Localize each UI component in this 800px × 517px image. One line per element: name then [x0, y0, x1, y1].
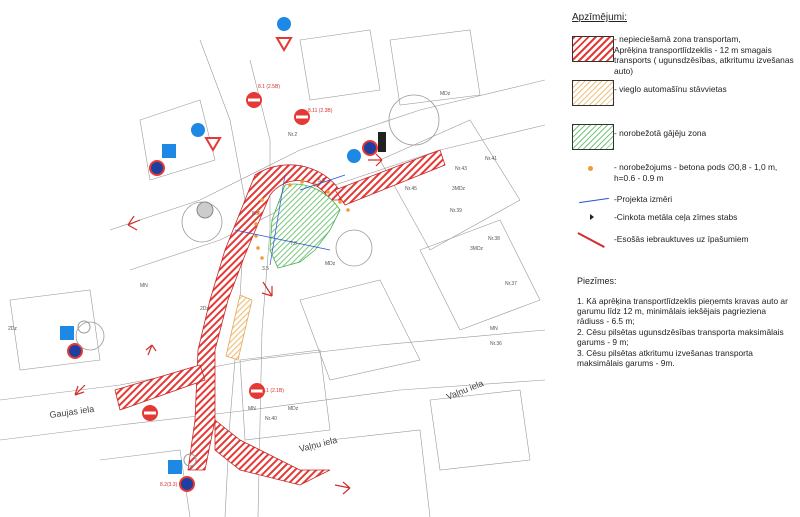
- note-item: 1. Kā aprēķina transportlīdzeklis pieņemts kravas auto ar garumu līdz 12 m, minimālais iekšējais pagrieziena rādiuss - 6.5 m;: [577, 296, 788, 326]
- house-number: Nr.37: [505, 281, 517, 287]
- house-number: Nr.40: [265, 416, 277, 422]
- street-label-gaujas: Gaujas iela: [48, 403, 95, 420]
- street-label-valnu-1: Vaļņu iela: [298, 434, 339, 454]
- legend-item-entrances: -Esošās iebrauktuves uz īpašumiem: [614, 234, 749, 244]
- house-number: Nr.41: [485, 156, 497, 162]
- dimension-label: 7.5: [290, 241, 297, 247]
- sign-code-label: 8.1 (2.5B): [258, 84, 280, 90]
- sign-code-label: 8.2(3.3): [160, 482, 178, 488]
- dimension-label: 3.5: [262, 266, 269, 272]
- building-label: MN: [248, 406, 256, 412]
- entrance-arrow-icon: [578, 232, 605, 247]
- house-number: Nr.38: [488, 236, 500, 242]
- building-label: MDz: [288, 406, 299, 412]
- legend-title: Apzīmējumi:: [572, 12, 628, 23]
- building-label: MDz: [440, 91, 451, 97]
- sign-code-label: 8.1 (2.1B): [262, 388, 284, 394]
- house-number: Nr.36: [490, 341, 502, 347]
- map-linework: [0, 30, 545, 517]
- legend-item-parking: - vieglo automašīnu stāvvietas: [614, 84, 727, 94]
- swatch-parking: [572, 80, 614, 106]
- swatch-transport-zone: [572, 36, 614, 62]
- building-label: MN: [490, 326, 498, 332]
- dimension-label: 8.5: [252, 211, 259, 217]
- swatch-pedestrian-zone: [572, 124, 614, 150]
- street-label-valnu-2: Vaļņu iela: [445, 378, 485, 402]
- note-item: 2. Cēsu pilsētas ugunsdzēsības transporta maksimālais garums - 9 m;: [577, 327, 784, 347]
- sign-code-label: 8.11 (2.3B): [308, 108, 333, 114]
- house-number: Nr.39: [450, 208, 462, 214]
- parking-zone: [226, 295, 252, 360]
- building-label: 3MDz: [470, 246, 484, 252]
- building-label: MDz: [325, 261, 336, 267]
- house-number: Nr.43: [455, 166, 467, 172]
- house-number: Nr.2: [288, 132, 298, 138]
- legend-item-bollard: - norobežojums - betona pods ∅0,8 - 1,0 m, h=0.6 - 0.9 m: [614, 162, 778, 183]
- legend-item-transport: - nepieciešamā zona transportam, Aprēķina transportlīdzeklis - 12 m smagais transports ( ugunsdzēsības, atkritumu izvešanas auto): [614, 34, 794, 76]
- legend-item-pedestrian: - norobežotā gājēju zona: [614, 128, 707, 138]
- map-labels: [8, 84, 517, 488]
- sign-post-icon: [590, 214, 594, 220]
- legend-item-dimensions: -Projekta izmēri: [614, 194, 673, 204]
- building-label: 2Dz: [200, 306, 209, 312]
- legend-item-sign-post: -Cinkota metāla ceļa zīmes stabs: [614, 212, 738, 222]
- notes-title: Piezīmes:: [577, 276, 617, 286]
- dimension-label: 5.0: [318, 178, 325, 184]
- house-number: Nr.45: [405, 186, 417, 192]
- building-label: MN: [140, 283, 148, 289]
- legend-panel: [548, 0, 800, 517]
- note-item: 3. Cēsu pilsētas atkritumu izvešanas transporta maksimālais garums - 9m.: [577, 348, 753, 368]
- bollard-symbol-icon: [588, 166, 593, 171]
- dimension-line-icon: [579, 198, 609, 203]
- building-label: 2Dz: [8, 326, 17, 332]
- building-label: 3MDz: [452, 186, 466, 192]
